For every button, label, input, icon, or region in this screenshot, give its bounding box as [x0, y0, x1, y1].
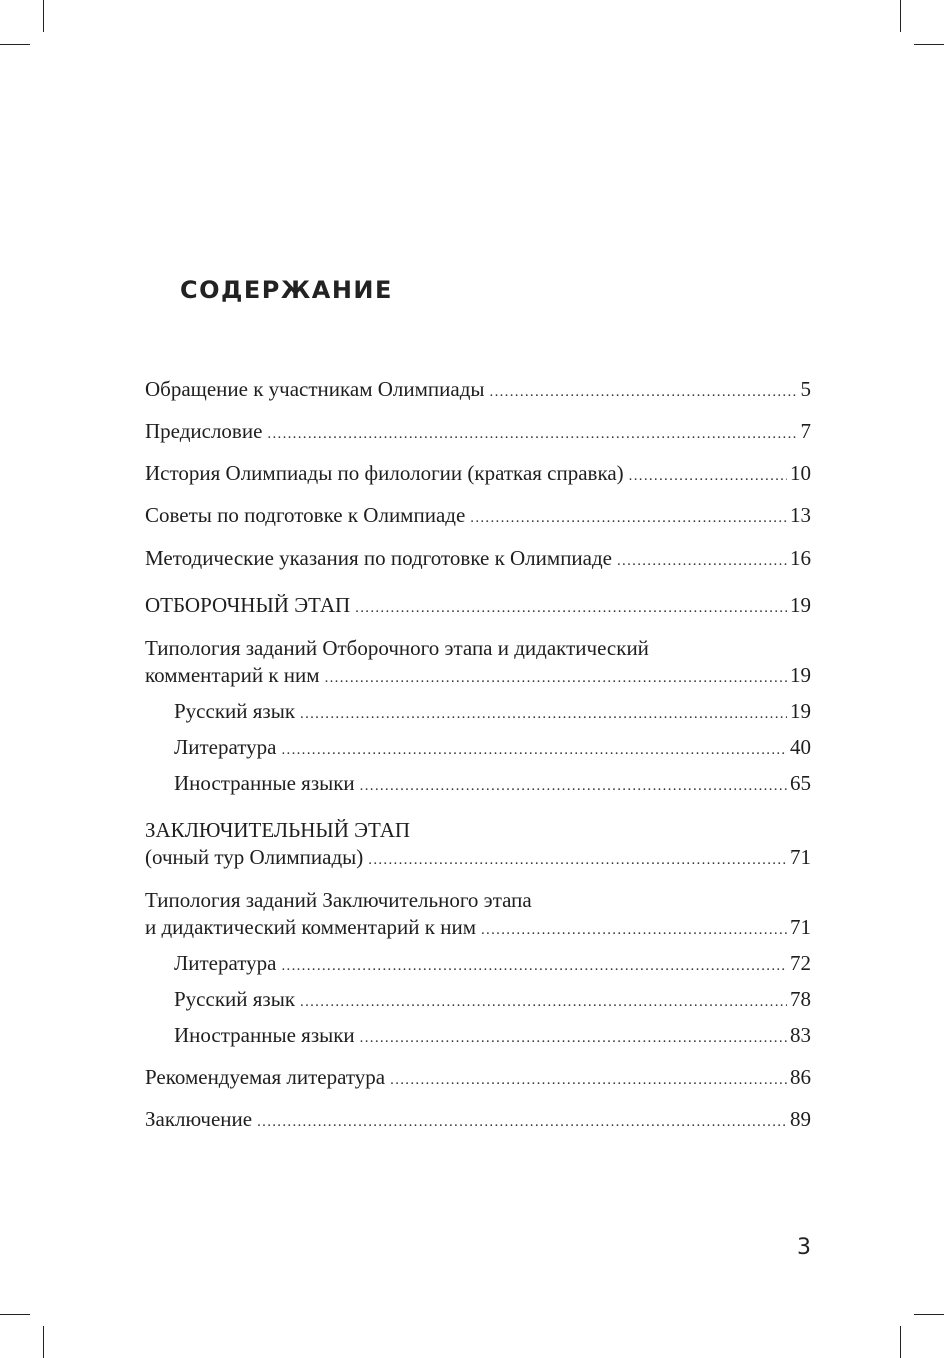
toc-entry-title: Иностранные языки — [174, 771, 355, 795]
toc-leader-dots — [490, 379, 798, 406]
toc-entry-final-stage[interactable] — [145, 817, 811, 874]
toc-entry-tips[interactable] — [145, 502, 811, 532]
toc-entry-foreign-languages-2[interactable] — [145, 1022, 811, 1052]
toc-entry-title: Литература — [174, 735, 277, 759]
toc-entry-page: 13 — [790, 503, 811, 527]
toc-entry-appeal[interactable] — [145, 376, 811, 406]
toc-leader-dots — [390, 1067, 787, 1094]
toc-entry-title: Русский язык — [174, 987, 296, 1011]
toc-entry-title: Обращение к участникам Олимпиады — [145, 377, 485, 401]
toc-entry-title: История Олимпиады по филологии (краткая справка) — [145, 461, 624, 485]
toc-entry-qualifying-stage[interactable] — [145, 592, 811, 622]
toc-entry-russian-language-1[interactable] — [145, 698, 811, 728]
toc-entry-title: Методические указания по подготовке к Олимпиаде — [145, 546, 612, 570]
toc-entry-title: ОТБОРОЧНЫЙ ЭТАП — [145, 593, 351, 617]
toc-entry-title: Русский язык — [174, 699, 296, 723]
crop-mark-top-left — [43, 0, 44, 32]
crop-mark-top-left-h — [0, 44, 30, 45]
toc-entry-final-typology[interactable] — [145, 887, 811, 944]
toc-entry-page: 65 — [790, 771, 811, 795]
toc-entry-title-line1: ЗАКЛЮЧИТЕЛЬНЫЙ ЭТАП — [145, 818, 411, 842]
table-of-contents — [145, 372, 811, 1136]
toc-entry-page: 19 — [790, 699, 811, 723]
crop-mark-bottom-right — [900, 1326, 901, 1358]
toc-leader-dots — [355, 595, 787, 622]
crop-mark-top-right-h — [914, 44, 944, 45]
toc-entry-title-line2: и дидактический комментарий к ним — [145, 915, 476, 939]
toc-entry-guidelines[interactable] — [145, 545, 811, 575]
toc-leader-dots — [300, 701, 787, 728]
toc-entry-page: 83 — [790, 1023, 811, 1047]
toc-entry-page: 5 — [800, 377, 811, 401]
toc-leader-dots — [368, 847, 787, 874]
toc-entry-page: 86 — [790, 1065, 811, 1089]
toc-leader-dots — [629, 463, 787, 490]
toc-entry-foreign-languages-1[interactable] — [145, 770, 811, 800]
toc-entry-page: 72 — [790, 951, 811, 975]
toc-entry-page: 10 — [790, 461, 811, 485]
toc-entry-title-line1: Типология заданий Заключительного этапа — [145, 888, 532, 912]
toc-leader-dots — [360, 773, 787, 800]
toc-leader-dots — [617, 548, 787, 575]
toc-leader-dots — [281, 737, 787, 764]
toc-entry-literature-1[interactable] — [145, 734, 811, 764]
toc-entry-title-line2: комментарий к ним — [145, 663, 320, 687]
toc-entry-conclusion[interactable] — [145, 1106, 811, 1136]
toc-entry-title: Предисловие — [145, 419, 263, 443]
toc-entry-literature-2[interactable] — [145, 950, 811, 980]
toc-entry-title: Литература — [174, 951, 277, 975]
toc-entry-recommended-literature[interactable] — [145, 1064, 811, 1094]
crop-mark-top-right — [900, 0, 901, 32]
toc-entry-title: Иностранные языки — [174, 1023, 355, 1047]
toc-leader-dots — [300, 989, 787, 1016]
toc-entry-preface[interactable] — [145, 418, 811, 448]
toc-entry-page: 78 — [790, 987, 811, 1011]
toc-leader-dots — [470, 505, 787, 532]
toc-entry-history[interactable] — [145, 460, 811, 490]
crop-mark-bottom-left — [43, 1326, 44, 1358]
toc-leader-dots — [257, 1109, 787, 1136]
toc-entry-page: 71 — [790, 915, 811, 939]
toc-entry-page: 40 — [790, 735, 811, 759]
page-number: 3 — [797, 1235, 811, 1260]
toc-entry-title-line1: Типология заданий Отборочного этапа и дидактический — [145, 636, 649, 660]
toc-entry-title: Советы по подготовке к Олимпиаде — [145, 503, 466, 527]
toc-leader-dots — [481, 917, 787, 944]
toc-entry-title: Заключение — [145, 1107, 253, 1131]
toc-entry-russian-language-2[interactable] — [145, 986, 811, 1016]
page-title: СОДЕРЖАНИЕ — [180, 276, 393, 304]
toc-entry-page: 89 — [790, 1107, 811, 1131]
toc-entry-page: 19 — [790, 593, 811, 617]
toc-entry-title: Рекомендуемая литература — [145, 1065, 386, 1089]
toc-leader-dots — [281, 953, 787, 980]
toc-leader-dots — [360, 1025, 787, 1052]
toc-entry-qualifying-typology[interactable] — [145, 635, 811, 692]
toc-entry-title-line2: (очный тур Олимпиады) — [145, 845, 364, 869]
toc-leader-dots — [267, 421, 797, 448]
toc-entry-page: 19 — [790, 663, 811, 687]
crop-mark-bottom-right-h — [914, 1314, 944, 1315]
toc-entry-page: 71 — [790, 845, 811, 869]
toc-entry-page: 16 — [790, 546, 811, 570]
toc-entry-page: 7 — [800, 419, 811, 443]
toc-leader-dots — [325, 665, 787, 692]
crop-mark-bottom-left-h — [0, 1314, 30, 1315]
